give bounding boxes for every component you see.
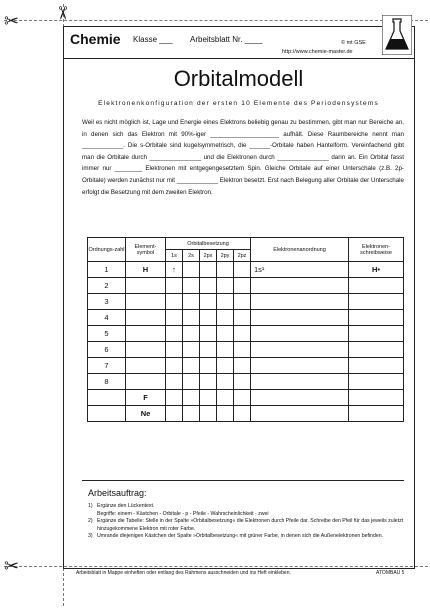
header-ordnungszahl: Ordnungs-zahl bbox=[88, 238, 126, 262]
orbital-header: 1s bbox=[166, 250, 183, 262]
arbeitsblatt-field: Arbeitsblatt Nr. ____ bbox=[190, 35, 263, 44]
elektronenschreibweise-cell[interactable] bbox=[349, 326, 404, 342]
elementsymbol-cell[interactable] bbox=[126, 326, 166, 342]
elementsymbol-cell[interactable]: Ne bbox=[126, 406, 166, 422]
orbital-2px-cell[interactable] bbox=[200, 278, 217, 294]
elektronenschreibweise-cell[interactable] bbox=[349, 310, 404, 326]
elektronenschreibweise-cell[interactable] bbox=[349, 390, 404, 406]
orbital-2py-cell[interactable] bbox=[217, 342, 234, 358]
elementsymbol-cell[interactable] bbox=[126, 294, 166, 310]
ordnungszahl-cell[interactable]: 6 bbox=[88, 342, 126, 358]
orbital-2py-cell[interactable] bbox=[217, 374, 234, 390]
tasks-title: Arbeitsauftrag: bbox=[88, 488, 147, 498]
task-number: 3) bbox=[88, 533, 93, 539]
elementsymbol-cell[interactable] bbox=[126, 374, 166, 390]
table-row bbox=[88, 326, 404, 342]
table-row bbox=[88, 278, 404, 294]
task-number: 1) bbox=[88, 503, 93, 509]
ordnungszahl-cell[interactable]: 5 bbox=[88, 326, 126, 342]
orbital-2px-cell[interactable] bbox=[200, 390, 217, 406]
footer-code: ATOMBAU 5 bbox=[376, 570, 405, 576]
cloze-text: Weil es nicht möglich ist, Lage und Energie eines Elektrons beliebig genau zu bestimmen, gibt man nur Bereiche an, in denen sich das Elektron mit 90%-iger ____________________ aufhält. Diese Raumbereiche nennt man ____________. Die s-Orbitale sind kugelsymmetrisch, die ______-Orbitale haben Hantelform. Vereinfachend gibt man die Orbitale durch _______________ und die Elektronen durch _______________ darin an. Ein Orbital fasst immer nur ________ Elektronen mit entgegengesetztem Spin. Gleiche Orbitale auf einer Unterschale (z.B. 2p-Orbitale) werden zunächst nur mit ____________ Elektron besetzt. Erst nach Belegung aller Orbitale der Unterschale erfolgt die Besetzung mit dem zweiten Elektron. bbox=[82, 119, 404, 196]
orbital-2s-cell[interactable] bbox=[183, 374, 200, 390]
elektronenschreibweise-cell[interactable] bbox=[349, 406, 404, 422]
elektronenanordnung-cell[interactable] bbox=[251, 310, 349, 326]
ordnungszahl-cell[interactable]: 8 bbox=[88, 374, 126, 390]
scissors-icon: ✂ bbox=[4, 556, 20, 576]
elektronenanordnung-cell[interactable] bbox=[251, 358, 349, 374]
elementsymbol-cell[interactable]: H bbox=[126, 262, 166, 278]
orbital-header: 2pz bbox=[234, 250, 251, 262]
page-title: Orbitalmodell bbox=[173, 66, 304, 91]
elektronenschreibweise-cell[interactable] bbox=[349, 374, 404, 390]
orbital-2pz-cell[interactable] bbox=[234, 262, 251, 278]
orbital-2px-cell[interactable] bbox=[200, 374, 217, 390]
elektronenanordnung-cell[interactable] bbox=[251, 278, 349, 294]
table-row bbox=[88, 310, 404, 326]
orbital-1s-cell[interactable] bbox=[166, 278, 183, 294]
orbital-2s-cell[interactable] bbox=[183, 390, 200, 406]
orbital-2s-cell[interactable] bbox=[183, 326, 200, 342]
header-elementsymbol: Element-symbol bbox=[126, 238, 166, 262]
orbital-1s-cell[interactable] bbox=[166, 374, 183, 390]
task-number: 2) bbox=[88, 518, 93, 524]
orbital-2px-cell[interactable] bbox=[200, 310, 217, 326]
orbital-2s-cell[interactable] bbox=[183, 294, 200, 310]
ordnungszahl-cell[interactable]: 3 bbox=[88, 294, 126, 310]
table-row bbox=[88, 262, 404, 278]
elektronenanordnung-cell[interactable] bbox=[251, 342, 349, 358]
orbital-1s-cell[interactable] bbox=[166, 390, 183, 406]
task-item bbox=[88, 533, 404, 541]
ordnungszahl-cell[interactable]: 2 bbox=[88, 278, 126, 294]
orbital-2pz-cell[interactable] bbox=[234, 406, 251, 422]
header-elektronenschreibweise: Elektronen-schreibweise bbox=[349, 238, 404, 262]
orbital-1s-cell[interactable] bbox=[166, 310, 183, 326]
table-row bbox=[88, 294, 404, 310]
elektronenschreibweise-cell[interactable] bbox=[349, 278, 404, 294]
orbital-2pz-cell[interactable] bbox=[234, 326, 251, 342]
orbital-1s-cell[interactable] bbox=[166, 326, 183, 342]
ordnungszahl-cell[interactable] bbox=[88, 390, 126, 406]
orbital-2px-cell[interactable] bbox=[200, 406, 217, 422]
elementsymbol-cell[interactable] bbox=[126, 310, 166, 326]
footer-instructions: Arbeitsblatt in Mappe einheften oder entlang des Rahmens ausschneiden und ins Heft einkleben. bbox=[76, 570, 291, 576]
orbital-table bbox=[87, 237, 404, 422]
orbital-2pz-cell[interactable] bbox=[234, 310, 251, 326]
orbital-1s-cell[interactable] bbox=[166, 342, 183, 358]
orbital-2py-cell[interactable] bbox=[217, 262, 234, 278]
orbital-2px-cell[interactable] bbox=[200, 262, 217, 278]
elektronenschreibweise-cell[interactable]: H• bbox=[349, 262, 404, 278]
orbital-2s-cell[interactable] bbox=[183, 262, 200, 278]
elektronenanordnung-cell[interactable]: 1s¹ bbox=[251, 262, 349, 278]
task-item bbox=[88, 518, 404, 533]
elementsymbol-cell[interactable] bbox=[126, 358, 166, 374]
orbital-2pz-cell[interactable] bbox=[234, 390, 251, 406]
orbital-2px-cell[interactable] bbox=[200, 294, 217, 310]
task-text: Umrande diejenigen Kästchen der Spalte »Orbitalbesetzung« mit grüner Farbe, in denen sich die Außenelektronen befinden. bbox=[97, 533, 384, 539]
header-orbitalbesetzung: Orbitalbesetzung bbox=[166, 238, 251, 250]
table-row bbox=[88, 406, 404, 422]
orbital-1s-cell[interactable] bbox=[166, 294, 183, 310]
elektronenschreibweise-cell[interactable] bbox=[349, 358, 404, 374]
copyright-note: © mt GSE bbox=[341, 40, 366, 46]
table-row bbox=[88, 374, 404, 390]
orbital-header: 2py bbox=[217, 250, 234, 262]
klasse-field: Klasse ___ bbox=[133, 35, 173, 44]
task-item bbox=[88, 503, 404, 511]
table-row bbox=[88, 390, 404, 406]
table-row bbox=[88, 358, 404, 374]
page-subtitle: Elektronenkonfiguration der ersten 10 Elemente des Periodensystems bbox=[98, 100, 379, 107]
elementsymbol-cell[interactable] bbox=[126, 278, 166, 294]
elektronenschreibweise-cell[interactable] bbox=[349, 294, 404, 310]
ordnungszahl-cell[interactable]: 1 bbox=[88, 262, 126, 278]
elektronenanordnung-cell[interactable] bbox=[251, 390, 349, 406]
task-item bbox=[88, 511, 404, 519]
ordnungszahl-cell[interactable]: 7 bbox=[88, 358, 126, 374]
orbital-header: 2s bbox=[183, 250, 200, 262]
orbital-2px-cell[interactable] bbox=[200, 326, 217, 342]
table-row bbox=[88, 342, 404, 358]
orbital-2s-cell[interactable] bbox=[183, 342, 200, 358]
orbital-2s-cell[interactable] bbox=[183, 278, 200, 294]
subject-label: Chemie bbox=[70, 31, 121, 47]
task-text: Begriffe: einem - Kästchen - Orbitale - p - Pfeile - Wahrscheinlichkeit - zwei bbox=[97, 510, 269, 517]
ordnungszahl-cell[interactable] bbox=[88, 406, 126, 422]
scissors-icon: ✂ bbox=[4, 11, 20, 31]
task-list bbox=[88, 503, 404, 541]
orbital-2px-cell[interactable] bbox=[200, 342, 217, 358]
orbital-2s-cell[interactable] bbox=[183, 310, 200, 326]
orbital-2py-cell[interactable] bbox=[217, 294, 234, 310]
orbital-2pz-cell[interactable] bbox=[234, 278, 251, 294]
task-text: Ergänze den Lückentext. bbox=[97, 503, 155, 509]
orbital-1s-cell[interactable]: ↑ bbox=[166, 262, 183, 278]
elektronenanordnung-cell[interactable] bbox=[251, 406, 349, 422]
orbital-2py-cell[interactable] bbox=[217, 390, 234, 406]
ordnungszahl-cell[interactable]: 4 bbox=[88, 310, 126, 326]
website-url: http://www.chemie-master.de bbox=[282, 49, 353, 55]
orbital-2px-cell[interactable] bbox=[200, 358, 217, 374]
flask-logo-icon bbox=[382, 15, 412, 55]
orbital-1s-cell[interactable] bbox=[166, 358, 183, 374]
orbital-1s-cell[interactable] bbox=[166, 406, 183, 422]
orbital-2py-cell[interactable] bbox=[217, 310, 234, 326]
orbital-2py-cell[interactable] bbox=[217, 358, 234, 374]
scissors-icon: ✂ bbox=[52, 5, 73, 21]
orbital-2py-cell[interactable] bbox=[217, 326, 234, 342]
orbital-2s-cell[interactable] bbox=[183, 358, 200, 374]
elektronenanordnung-cell[interactable] bbox=[251, 326, 349, 342]
orbital-2py-cell[interactable] bbox=[217, 278, 234, 294]
elektronenanordnung-cell[interactable] bbox=[251, 294, 349, 310]
elementsymbol-cell[interactable] bbox=[126, 342, 166, 358]
task-text: Ergänze die Tabelle: Stelle in der Spalte »Orbitalbesetzung« die Elektronen durch Pfeile dar. Schreibe den Pfeil für das jeweils zuletzt hinzugekommene Elektron mit roter Farbe. bbox=[97, 518, 404, 532]
elementsymbol-cell[interactable]: F bbox=[126, 390, 166, 406]
orbital-2s-cell[interactable] bbox=[183, 406, 200, 422]
orbital-2py-cell[interactable] bbox=[217, 406, 234, 422]
elektronenschreibweise-cell[interactable] bbox=[349, 342, 404, 358]
table-body bbox=[88, 262, 404, 422]
orbital-2pz-cell[interactable] bbox=[234, 294, 251, 310]
orbital-header: 2px bbox=[200, 250, 217, 262]
header-elektronenanordnung: Elektronenanordnung bbox=[251, 238, 349, 262]
elektronenanordnung-cell[interactable] bbox=[251, 374, 349, 390]
orbital-2pz-cell[interactable] bbox=[234, 374, 251, 390]
header-divider bbox=[63, 58, 414, 59]
section-divider bbox=[82, 480, 404, 481]
orbital-2pz-cell[interactable] bbox=[234, 358, 251, 374]
orbital-2pz-cell[interactable] bbox=[234, 342, 251, 358]
